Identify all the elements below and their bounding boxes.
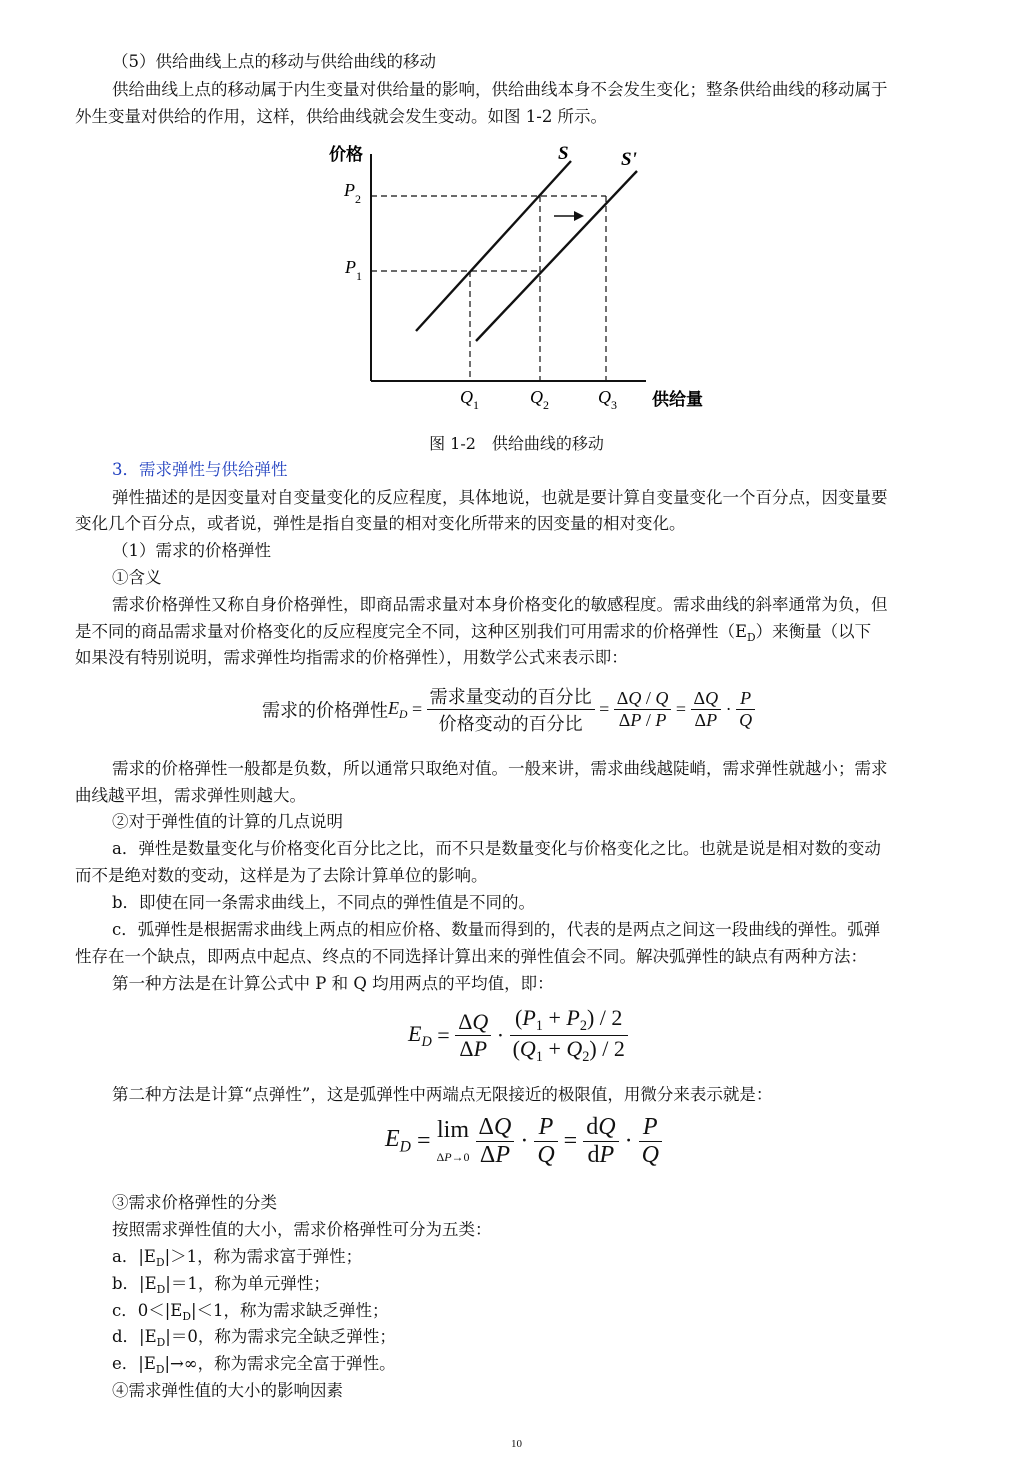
curve-label-s-prime: S' <box>621 149 637 170</box>
paragraph-line: 弹性描述的是因变量对自变量变化的反应程度，具体地说，也就是要计算自变量变化一个百分点，因变量要 <box>112 488 888 507</box>
section-heading-3: 3．需求弹性与供给弹性 <box>112 460 288 479</box>
paragraph-line: a．弹性是数量变化与价格变化百分比之比，而不只是数量变化与价格变化之比。也就是说是相对数的变动 <box>112 839 881 858</box>
paragraph-line: 供给曲线上点的移动属于内生变量对供给量的影响，供给曲线本身不会发生变化；整条供给曲线的移动属于 <box>112 80 888 99</box>
paragraph-line: 而不是绝对数的变动，这样是为了去除计算单位的影响。 <box>75 866 488 885</box>
item-heading: ①含义 <box>112 568 162 587</box>
elasticity-class-a: a．$|E_D|>1$，称为需求富于弹性； <box>112 1247 363 1269</box>
paragraph-line: 需求的价格弹性一般都是负数，所以通常只取绝对值。一般来讲，需求曲线越陡峭，需求弹性就越小；需求 <box>112 759 888 778</box>
formula-arc-elasticity: $E_D$ = $\frac{\Delta Q}{\Delta P}$ · $\frac{(P_1 + P_2) / 2}{(Q_1 + Q_2) / 2}$ <box>408 1005 628 1066</box>
paragraph-line: 是不同的商品需求量对价格变化的反应程度完全不同，这种区别我们可用需求的价格弹性$(E_D)$来衡量（以下 <box>75 622 872 644</box>
elasticity-class-b: b．$|E_D|=1$，称为单元弹性； <box>112 1274 330 1296</box>
subsection-heading-5: （5）供给曲线上点的移动与供给曲线的移动 <box>112 52 436 71</box>
paragraph-line: 外生变量对供给的作用，这样，供给曲线就会发生变动。如图 1-2 所示。 <box>75 107 608 126</box>
item-heading: ③需求价格弹性的分类 <box>112 1193 277 1212</box>
elasticity-class-d: d．$|E_D|=0$，称为需求完全缺乏弹性； <box>112 1327 396 1349</box>
paragraph-line: 需求价格弹性又称自身价格弹性，即商品需求量对本身价格变化的敏感程度。需求曲线的斜率通常为负，但 <box>112 595 888 614</box>
label-q2: $Q_2$ <box>530 387 549 412</box>
paragraph-line: 曲线越平坦，需求弹性则越大。 <box>75 786 306 805</box>
paragraph-line: 变化几个百分点，或者说，弹性是指自变量的相对变化所带来的因变量的相对变化。 <box>75 514 686 533</box>
y-axis-label: 价格 <box>329 145 363 164</box>
label-q1: $Q_1$ <box>460 387 479 412</box>
paragraph-line: 如果没有特别说明，需求弹性均指需求的价格弹性），用数学公式来表示即： <box>75 648 628 667</box>
curve-label-s: S <box>558 143 569 164</box>
paragraph-line: 第二种方法是计算“点弹性”，这是弧弹性中两端点无限接近的极限值，用微分来表示就是： <box>112 1085 773 1104</box>
subsection-heading-1: （1）需求的价格弹性 <box>112 541 271 560</box>
paragraph-line: c．弧弹性是根据需求曲线上两点的相应价格、数量而得到的，代表的是两点之间这一段曲线的弹性。弧弹 <box>112 920 881 939</box>
paragraph-line: 性存在一个缺点，即两点中起点、终点的不同选择计算出来的弹性值会不同。解决弧弹性的缺点有两种方法： <box>75 947 867 966</box>
elasticity-class-c: c．$0<|E_D|<1$，称为需求缺乏弹性； <box>112 1301 389 1323</box>
item-heading: ④需求弹性值的大小的影响因素 <box>112 1381 343 1400</box>
elasticity-class-e: e．$|E_D|\to\infty$，称为需求完全富于弹性。 <box>112 1354 396 1376</box>
figure-caption: 图 1-2 供给曲线的移动 <box>429 434 604 453</box>
shift-arrow-head <box>574 211 584 221</box>
page-number: 10 <box>511 1438 522 1450</box>
label-p2: $P_2$ <box>344 180 361 206</box>
label-p1: $P_1$ <box>345 257 362 283</box>
label-q3: $Q_3$ <box>598 387 617 412</box>
formula-price-elasticity: 需求的价格弹性$E_D$ = $\frac{\text{需求量变动的百分比}}{\text{价格变动的百分比}}$ = $\frac{\Delta Q / Q}{\Delta P / P}$ = $\frac{\Delta Q}{\Delta P}$ · $\frac{P}{Q}$ <box>262 683 755 736</box>
supply-curve-s <box>416 161 571 331</box>
paragraph-line: 按照需求弹性值的大小，需求价格弹性可分为五类： <box>112 1220 492 1239</box>
item-heading: ②对于弹性值的计算的几点说明 <box>112 812 343 831</box>
supply-curve-shift-figure <box>320 138 720 420</box>
formula-point-elasticity: $E_D = \lim$ ΔP→0 $\frac{\Delta Q}{\Delta P}$ · $\frac{P}{Q}$ = $\frac{dQ}{dP}$ · $\frac{P}{Q}$ <box>385 1114 662 1169</box>
paragraph-line: 第一种方法是在计算公式中 P 和 Q 均用两点的平均值，即： <box>112 974 554 993</box>
paragraph-line: b．即使在同一条需求曲线上，不同点的弹性值是不同的。 <box>112 893 536 912</box>
x-axis-label: 供给量 <box>652 390 703 409</box>
